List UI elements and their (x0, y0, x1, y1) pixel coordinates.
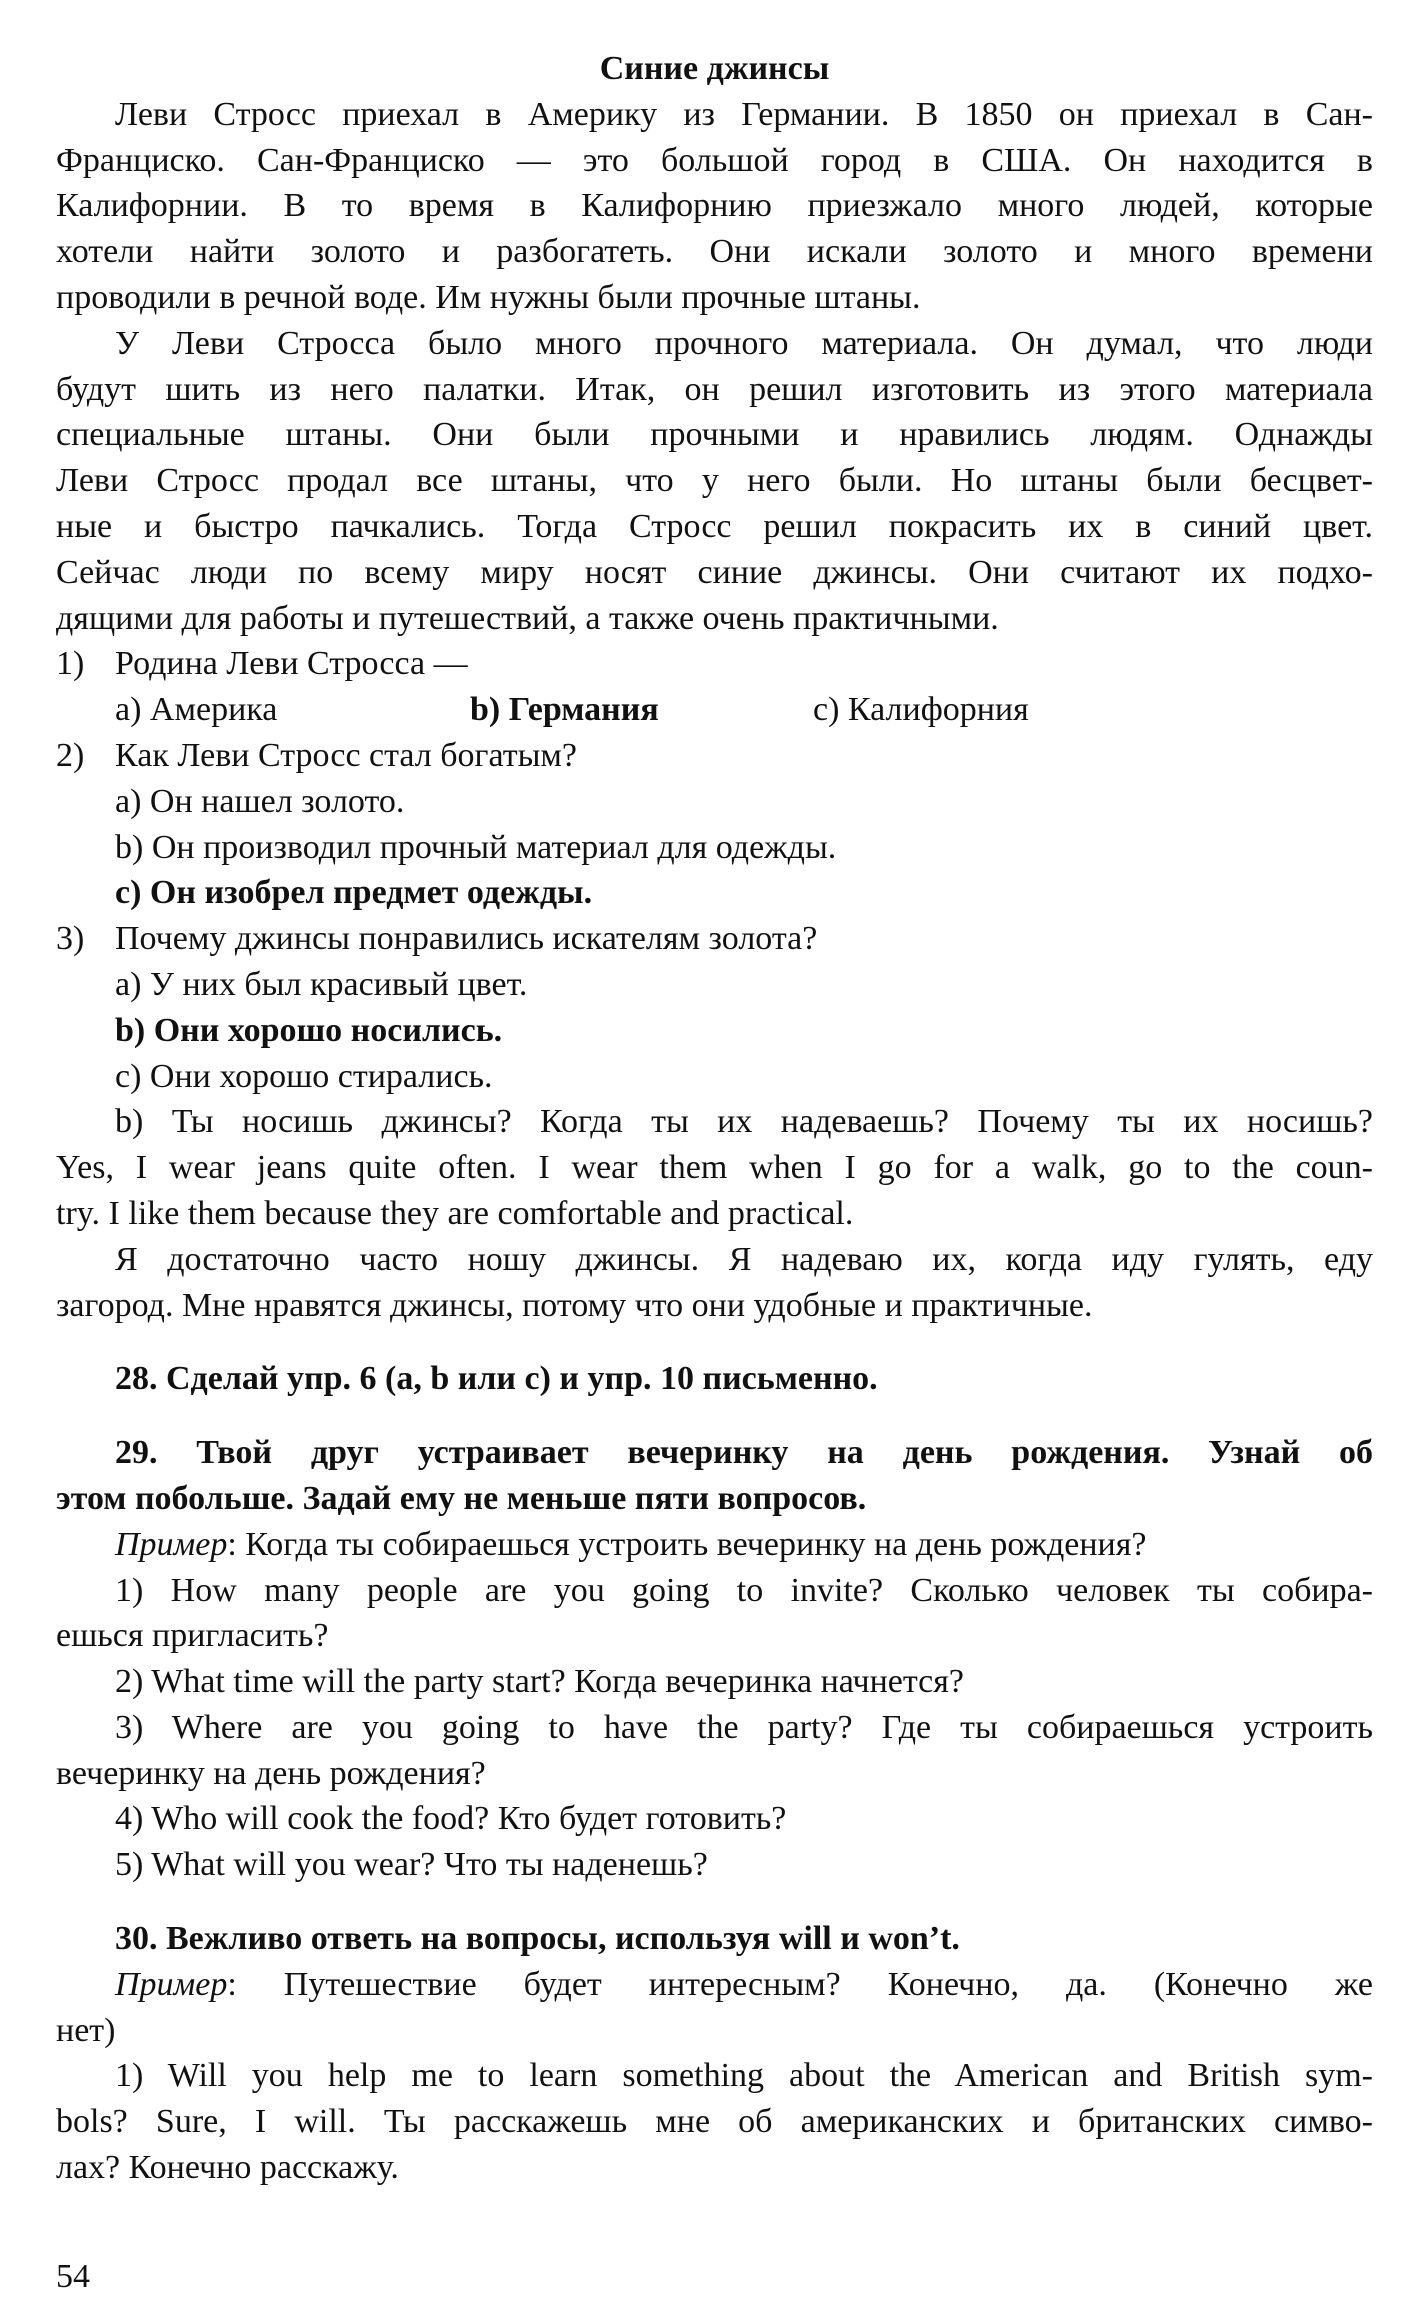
option-a: a) Америка (115, 691, 278, 729)
option-b-correct: b) Они хорошо носились. (115, 1011, 503, 1049)
exercise-29 (56, 1430, 1373, 1888)
text-line: Yes, I wear jeans quite often. I wear them when I go for a walk, go to the coun- (56, 1149, 1373, 1187)
list-item: 2) What time will the party start? Когда вечеринка начнется? (115, 1663, 964, 1701)
text-line: Сейчас люди по всему миру носят синие джинсы. Они считают их подхо- (56, 553, 1373, 591)
page-number: 54 (56, 2257, 90, 2295)
list-item: вечеринку на день рождения? (56, 1754, 486, 1792)
text-line: проводили в речной воде. Им нужны были прочные штаны. (56, 278, 921, 316)
example-label: Пример (115, 1965, 228, 2003)
text-line: специальные штаны. Они были прочными и нравились людям. Однажды (56, 416, 1373, 454)
exercise-28-heading: 28. Сделай упр. 6 (a, b или c) и упр. 10 письменно. (115, 1360, 878, 1398)
question-number: 2) (56, 736, 85, 774)
text-line: дящими для работы и путешествий, а также очень практичными. (56, 599, 999, 637)
exercise-heading: 30. Вежливо ответь на вопросы, используя will и won’t. (115, 1920, 960, 1958)
question-text: Почему джинсы понравились искателям золота? (115, 920, 818, 958)
question-text: Как Леви Стросс стал богатым? (115, 736, 578, 774)
question-number: 1) (56, 645, 85, 683)
text-line: Леви Стросс продал все штаны, что у него были. Но штаны были бесцвет- (56, 462, 1373, 500)
option-c: c) Они хорошо стирались. (115, 1057, 493, 1095)
example-line (56, 1962, 1373, 2008)
list-item: 5) What will you wear? Что ты наденешь? (115, 1846, 708, 1884)
text-line: загород. Мне нравятся джинсы, потому что они удобные и практичные. (56, 1286, 1093, 1324)
example-text: : Путешествие будет интересным? Конечно, да. (Конечно же (227, 1965, 1373, 2003)
text-line: будут шить из него палатки. Итак, он решил изготовить из этого материала (56, 370, 1373, 408)
question-number: 3) (56, 920, 85, 958)
text-line: Леви Стросс приехал в Америку из Германии. В 1850 он приехал в Сан- (115, 95, 1373, 133)
text-line: хотели найти золото и разбогатеть. Они искали золото и много времени (56, 233, 1373, 271)
example-line (56, 1522, 1373, 1568)
option-a: a) У них был красивый цвет. (115, 965, 528, 1003)
exercise-30 (56, 1916, 1373, 2191)
option-c: c) Калифорния (813, 691, 1029, 729)
question-2 (56, 733, 1373, 916)
story-title: Синие джинсы (599, 50, 830, 87)
list-item: 4) Who will cook the food? Кто будет готовить? (115, 1800, 787, 1838)
text-line: try. I like them because they are comfortable and practical. (56, 1194, 854, 1232)
list-item: 3) Where are you going to have the party? Где ты собираешься устроить (115, 1708, 1373, 1746)
text-line: Я достаточно часто ношу джинсы. Я надеваю их, когда иду гулять, еду (115, 1240, 1373, 1278)
list-item: bols? Sure, I will. Ты расскажешь мне об американских и британских симво- (56, 2103, 1373, 2141)
text-line: ные и быстро пачкались. Тогда Стросс решил покрасить их в синий цвет. (56, 507, 1373, 545)
paragraph-2 (56, 321, 1373, 642)
question-3 (56, 916, 1373, 1099)
part-b-answer (56, 1099, 1373, 1328)
option-a: a) Он нашел золото. (115, 782, 405, 820)
text-line: b) Ты носишь джинсы? Когда ты их надеваешь? Почему ты их носишь? (115, 1103, 1373, 1141)
answer-options (56, 687, 1373, 733)
option-c-correct: c) Он изобрел предмет одежды. (115, 874, 593, 912)
text-line: Калифорнии. В то время в Калифорнию приезжало много людей, которые (56, 187, 1373, 225)
text-line: У Леви Стросса было много прочного материала. Он думал, что люди (115, 324, 1373, 362)
question-1 (56, 641, 1373, 733)
exercise-heading: 29. Твой друг устраивает вечеринку на день рождения. Узнай об (115, 1434, 1373, 1472)
option-b-correct: b) Германия (470, 691, 659, 729)
question-text: Родина Леви Стросса — (115, 645, 468, 683)
example-label: Пример (115, 1525, 228, 1563)
list-item: ешься пригласить? (56, 1617, 329, 1655)
example-text: : Когда ты собираешься устроить вечеринку на день рождения? (227, 1525, 1147, 1563)
list-item: 1) How many people are you going to invite? Сколько человек ты собира- (115, 1571, 1373, 1609)
exercise-heading: этом побольше. Задай ему не меньше пяти вопросов. (56, 1479, 867, 1517)
text-line: Франциско. Сан-Франциско — это большой город в США. Он находится в (56, 141, 1373, 179)
list-item: 1) Will you help me to learn something about the American and British sym- (115, 2057, 1373, 2095)
paragraph-1 (56, 92, 1373, 321)
option-b: b) Он производил прочный материал для одежды. (115, 828, 837, 866)
list-item: лах? Конечно расскажу. (56, 2149, 399, 2187)
example-line: нет) (56, 2011, 116, 2049)
